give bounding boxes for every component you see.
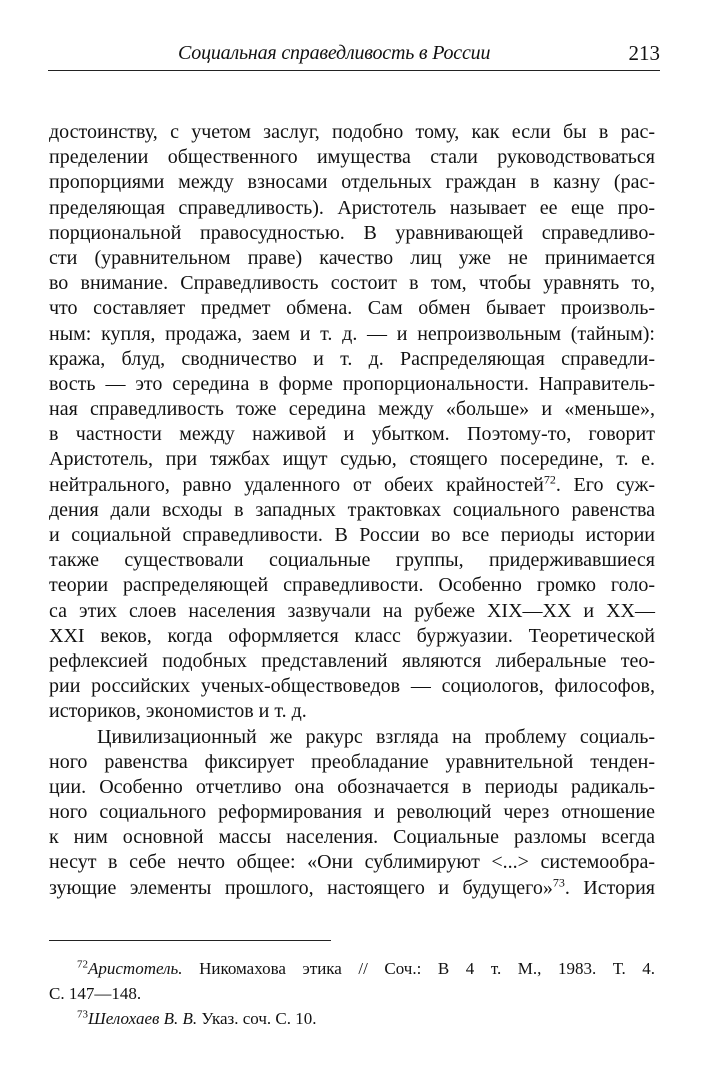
text-line: ным: купля, продажа, заем и т. д. — и непроизвольным (тайным): [49, 322, 655, 345]
text-line: что составляет предмет обмена. Сам обмен бывает произволь- [49, 297, 655, 320]
text-line: ного социального реформирования и революций через отношение [49, 801, 655, 824]
text-line: сти (уравнительном праве) качество лиц уже не принимается [49, 246, 655, 269]
body-text [49, 120, 655, 901]
text-line: дения дали всходы в западных трактовках социального равенства [49, 498, 655, 521]
page-number: 213 [628, 41, 660, 65]
footnote-72 [49, 956, 655, 981]
text-line: в частности между наживой и убытком. Поэтому-то, говорит [49, 423, 655, 446]
footnote-number: 72 [77, 958, 88, 971]
footnote-author: Аристотель. [88, 959, 183, 978]
footnote-73 [49, 1006, 655, 1031]
footnote-ref-72[interactable]: 72 [543, 471, 556, 486]
text-line: несут в себе нечто общее: «Они сублимируют <...> системообра- [49, 851, 655, 874]
text-line: историков, экономистов и т. д. [49, 700, 307, 723]
text-line: рии российских ученых-обществоведов — социологов, философов, [49, 675, 655, 698]
text-line: пределении общественного имущества стали руководствоваться [49, 146, 655, 169]
text-line: также существовали социальные группы, придерживавшиеся [49, 549, 655, 572]
text-line: вость — это середина в форме пропорциональности. Направитель- [49, 372, 655, 395]
text-line: теории распределяющей справедливости. Особенно громко голо- [49, 574, 655, 597]
text-line: XXI веков, когда оформляется класс буржуазии. Теоретической [49, 624, 655, 647]
text-line: пропорциями между взносами отдельных граждан в казну (рас- [49, 171, 655, 194]
text-fragment: . История [564, 876, 656, 899]
footnotes [49, 956, 655, 1031]
footnote-text: Никомахова этика // Соч.: В 4 т. М., 1983. Т. 4. [199, 959, 655, 978]
footnote-author: Шелохаев В. В. [88, 1009, 198, 1028]
text-line: са этих слоев населения зазвучали на рубеже XIX—XX и XX— [49, 599, 655, 622]
running-title: Социальная справедливость в России [178, 42, 491, 64]
text-line: ного равенства фиксирует преобладание уравнительной тенден- [49, 750, 655, 773]
text-line: рефлексией подобных представлений являются либеральные тео- [49, 649, 655, 672]
text-line: пределяющая справедливость). Аристотель называет ее еще про- [49, 196, 655, 219]
text-line: Аристотель, при тяжбах ищут судью, стоящего посередине, т. е. [49, 448, 655, 471]
text-fragment: зующие элементы прошлого, настоящего и будущего» [49, 876, 553, 899]
text-line: к ним основной массы населения. Социальные разломы всегда [49, 826, 655, 849]
text-line: во внимание. Справедливость состоит в том, чтобы уравнять то, [49, 272, 655, 295]
footnote-ref-73[interactable]: 73 [552, 874, 565, 889]
text-line: ная справедливость тоже середина между «больше» и «меньше», [49, 398, 655, 421]
footnote-number: 73 [77, 1008, 88, 1021]
text-line: и социальной справедливости. В России во все периоды истории [49, 524, 655, 546]
text-line [49, 876, 655, 901]
text-line: достоинству, с учетом заслуг, подобно тому, как если бы в рас- [49, 121, 655, 143]
running-head [48, 40, 660, 71]
text-fragment: . Его суж- [555, 473, 655, 496]
text-line [49, 473, 655, 498]
footnote-text: Указ. соч. С. 10. [201, 1009, 317, 1028]
text-line: ции. Особенно отчетливо она обозначается в периоды радикаль- [49, 775, 655, 798]
text-line: порциональной правосудностью. В уравнивающей справедливо- [49, 221, 655, 244]
footnote-separator [49, 940, 331, 941]
text-line: кража, блуд, сводничество и т. д. Распределяющая справедли- [49, 347, 655, 370]
footnote-72-continuation: С. 147—148. [49, 984, 142, 1003]
text-line: Цивилизационный же ракурс взгляда на проблему социаль- [97, 725, 655, 748]
text-fragment: нейтрального, равно удаленного от обеих крайностей [49, 473, 544, 496]
